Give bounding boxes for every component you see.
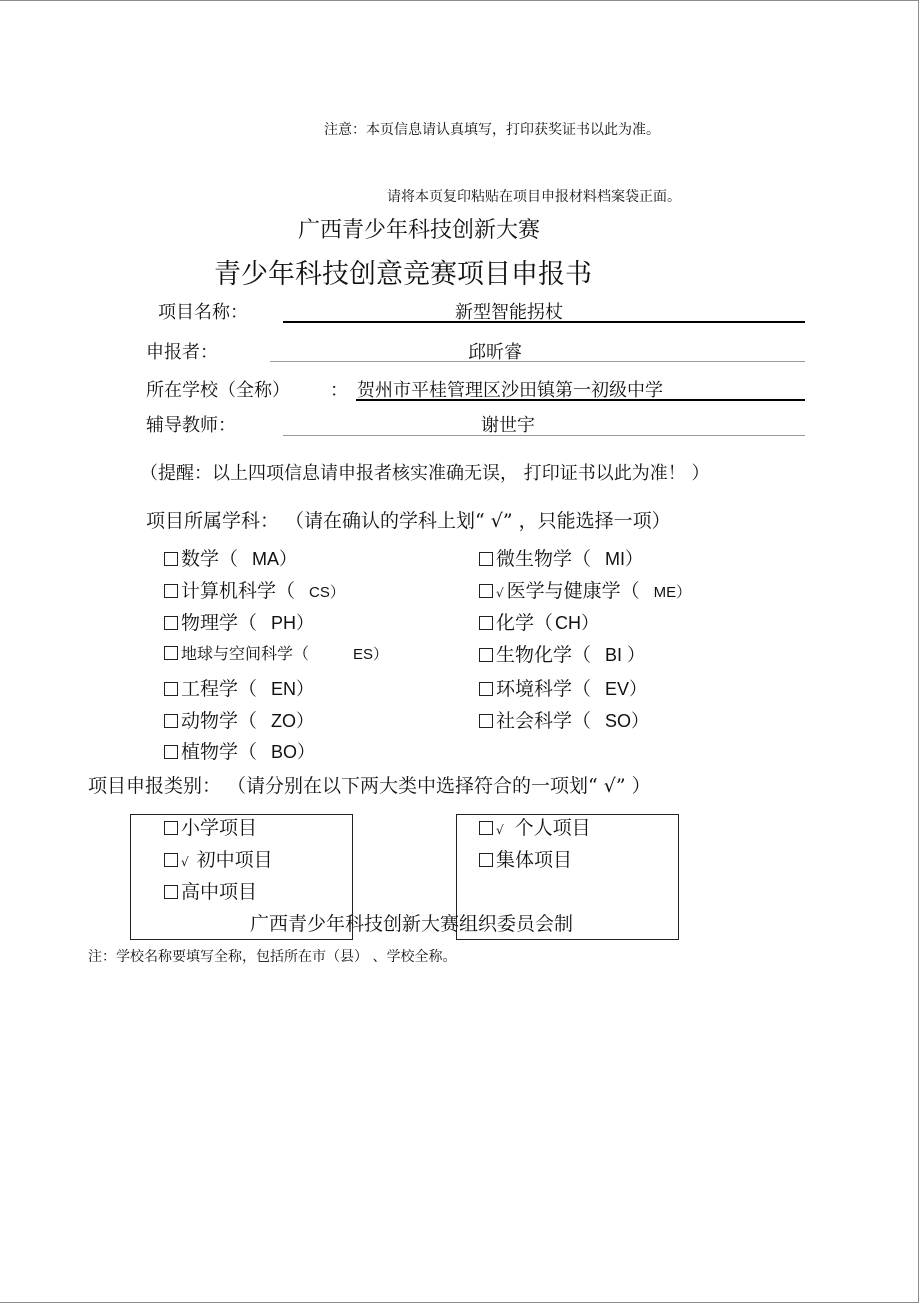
subject-name: 生物化学（	[496, 644, 592, 666]
subject-option-me[interactable]	[479, 576, 691, 603]
advisor-value: 谢世宇	[481, 415, 535, 436]
subject-code: EV）	[605, 679, 648, 699]
subject-option-es[interactable]	[164, 641, 388, 664]
checkbox[interactable]	[164, 821, 178, 835]
organizer-text: 广西青少年科技创新大赛组织委员会制	[250, 913, 574, 935]
subject-option-bi[interactable]	[479, 640, 645, 667]
subject-code: SO）	[605, 711, 650, 731]
subject-name: 植物学（	[181, 741, 258, 763]
checkbox[interactable]	[479, 552, 493, 566]
checkbox[interactable]	[479, 648, 493, 662]
subject-code: CH）	[555, 613, 600, 633]
checkbox[interactable]	[479, 714, 493, 728]
subject-name: 工程学（	[181, 678, 258, 700]
category-option-individual[interactable]	[479, 813, 591, 840]
checkbox[interactable]	[164, 682, 178, 696]
checkbox[interactable]	[164, 745, 178, 759]
reminder-text: （提醒：以上四项信息请申报者核实准确无误， 打印证书以此为准！ ）	[140, 463, 710, 484]
notice-copy: 请将本页复印粘贴在项目申报材料档案袋正面。	[387, 189, 681, 205]
subject-option-zo[interactable]	[164, 706, 314, 733]
notice-top: 注意：本页信息请认真填写，打印获奖证书以此为准。	[324, 122, 660, 138]
checkbox[interactable]	[164, 584, 178, 598]
subject-option-mi[interactable]	[479, 544, 643, 571]
category-option-junior[interactable]	[164, 845, 273, 872]
checkbox[interactable]	[479, 616, 493, 630]
subject-name: 环境科学（	[496, 678, 592, 700]
checkbox[interactable]	[164, 646, 178, 660]
subject-name: 物理学（	[181, 612, 258, 634]
subject-name: 社会科学（	[496, 710, 592, 732]
subject-code: BI ）	[605, 645, 646, 665]
subject-name: 计算机科学（	[181, 580, 296, 602]
subject-name: 微生物学（	[496, 548, 592, 570]
checkbox[interactable]	[164, 885, 178, 899]
checkbox-checked[interactable]	[164, 853, 178, 867]
school-label: 所在学校（全称）	[146, 380, 290, 401]
subject-code: MA）	[252, 549, 298, 569]
subject-option-cs[interactable]	[164, 576, 345, 603]
category-name: 初中项目	[196, 849, 273, 871]
checkbox[interactable]	[479, 853, 493, 867]
subject-option-so[interactable]	[479, 706, 649, 733]
subject-code: PH）	[271, 613, 315, 633]
title-main: 广西青少年科技创新大赛	[298, 218, 541, 243]
subject-option-ma[interactable]	[164, 544, 297, 571]
category-option-primary[interactable]	[164, 813, 257, 840]
project-name-value: 新型智能拐杖	[455, 302, 563, 323]
subject-name: 地球与空间科学（	[181, 644, 310, 663]
checkbox[interactable]	[164, 552, 178, 566]
checkbox[interactable]	[164, 616, 178, 630]
subject-code: EN）	[271, 679, 315, 699]
applicant-value: 邱昕睿	[468, 342, 522, 363]
checkbox[interactable]	[479, 682, 493, 696]
check-mark: √	[496, 823, 504, 837]
category-option-group[interactable]	[479, 845, 572, 872]
project-name-underline	[283, 321, 805, 323]
subject-option-ph[interactable]	[164, 608, 314, 635]
subject-name: 动物学（	[181, 710, 258, 732]
advisor-underline	[283, 435, 805, 436]
check-mark: √	[181, 855, 189, 869]
category-name: 个人项目	[514, 817, 591, 839]
category-option-senior[interactable]	[164, 877, 257, 904]
subject-code: BO）	[271, 742, 316, 762]
subject-code: ZO）	[271, 711, 315, 731]
title-sub: 青少年科技创意竞赛项目申报书	[214, 259, 592, 290]
subject-option-ch[interactable]	[479, 608, 599, 635]
subject-option-bo[interactable]	[164, 737, 315, 764]
footnote: 注：学校名称要填写全称，包括所在市（县） 、学校全称。	[88, 949, 457, 965]
subject-option-ev[interactable]	[479, 674, 647, 701]
category-name: 小学项目	[181, 817, 258, 839]
applicant-underline	[270, 361, 805, 362]
check-mark: √	[496, 586, 504, 600]
subject-name: 数学（	[181, 548, 239, 570]
subject-code: ME）	[653, 584, 692, 601]
subject-code: ES）	[353, 646, 389, 663]
applicant-label: 申报者：	[146, 342, 218, 363]
category-name: 高中项目	[181, 881, 258, 903]
school-colon: ：	[330, 380, 348, 401]
school-value: 贺州市平桂管理区沙田镇第一初级中学	[357, 380, 663, 401]
category-name: 集体项目	[496, 849, 573, 871]
checkbox-checked[interactable]	[479, 584, 493, 598]
school-underline	[356, 399, 805, 401]
subject-name: 医学与健康学（	[506, 580, 640, 602]
subject-code: CS）	[309, 584, 345, 601]
project-name-label: 项目名称：	[158, 302, 248, 323]
checkbox[interactable]	[164, 714, 178, 728]
checkbox-checked[interactable]	[479, 821, 493, 835]
category-heading: 项目申报类别： （请分别在以下两大类中选择符合的一项划“ √” ）	[88, 775, 651, 797]
subject-name: 化学（	[496, 612, 554, 634]
subject-option-en[interactable]	[164, 674, 314, 701]
subject-heading: 项目所属学科： （请在确认的学科上划“ √” ，只能选择一项）	[146, 510, 671, 532]
subject-code: MI）	[605, 549, 644, 569]
advisor-label: 辅导教师：	[146, 415, 236, 436]
